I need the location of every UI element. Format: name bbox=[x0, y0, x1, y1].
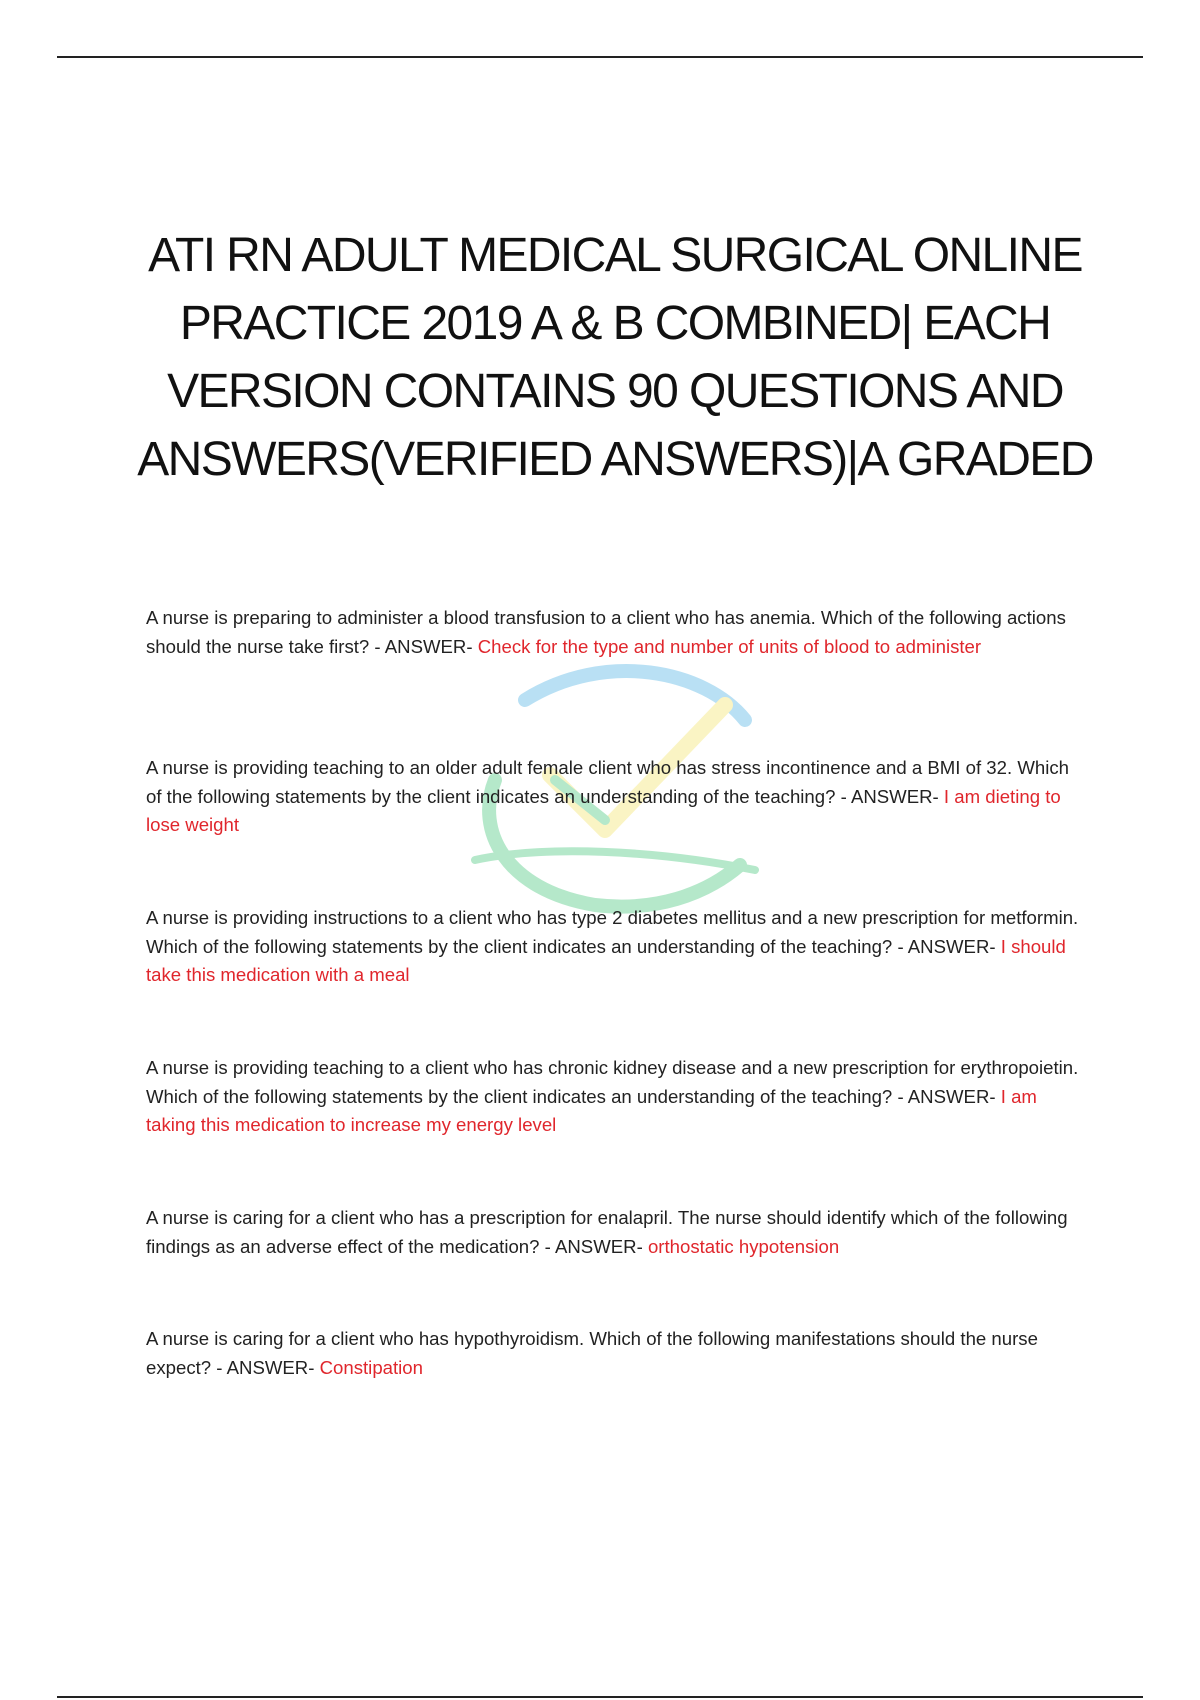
answer-text: Check for the type and number of units of blood to administer bbox=[477, 635, 982, 657]
qa-item bbox=[146, 904, 1086, 990]
qa-item bbox=[146, 1204, 1086, 1261]
answer-text: I should take this medication with a meal bbox=[146, 935, 1066, 985]
question-text: A nurse is caring for a client who has a prescription for enalapril. The nurse should identify which of the following findings as an adverse effect of the medication? - ANSWER- bbox=[146, 1207, 1068, 1257]
top-rule bbox=[57, 56, 1143, 58]
answer-text: orthostatic hypotension bbox=[647, 1235, 840, 1257]
question-text: A nurse is providing instructions to a client who has type 2 diabetes mellitus and a new prescription for metformin. Which of the following statements by the client indicates an understanding of the teaching? - ANSWER- bbox=[146, 907, 1079, 957]
answer-text: I am dieting to lose weight bbox=[146, 785, 1061, 835]
qa-item bbox=[146, 754, 1086, 840]
question-text: A nurse is caring for a client who has hypothyroidism. Which of the following manifestations should the nurse expect? - ANSWER- bbox=[146, 1328, 1038, 1378]
question-text: A nurse is preparing to administer a blood transfusion to a client who has anemia. Which of the following actions should the nurse take first? - ANSWER- bbox=[146, 607, 1066, 657]
qa-item bbox=[146, 604, 1086, 661]
document-title: ATI RN ADULT MEDICAL SURGICAL ONLINE PRACTICE 2019 A & B COMBINED| EACH VERSION CONTAINS 90 QUESTIONS AND ANSWERS(VERIFIED ANSWERS)|A GRADED bbox=[137, 229, 1093, 486]
question-text: A nurse is providing teaching to an older adult female client who has stress incontinence and a BMI of 32. Which of the following statements by the client indicates an understanding of the teaching? - ANSWER- bbox=[146, 757, 1069, 807]
question-text: A nurse is providing teaching to a client who has chronic kidney disease and a new prescription for erythropoietin. Which of the following statements by the client indicates an understanding of the teaching? - ANSWER- bbox=[146, 1057, 1079, 1107]
qa-item bbox=[146, 1325, 1086, 1382]
answer-text: Constipation bbox=[319, 1356, 423, 1378]
answer-text: I am taking this medication to increase my energy level bbox=[146, 1085, 1037, 1135]
qa-item bbox=[146, 1054, 1086, 1140]
bottom-rule bbox=[57, 1696, 1143, 1698]
